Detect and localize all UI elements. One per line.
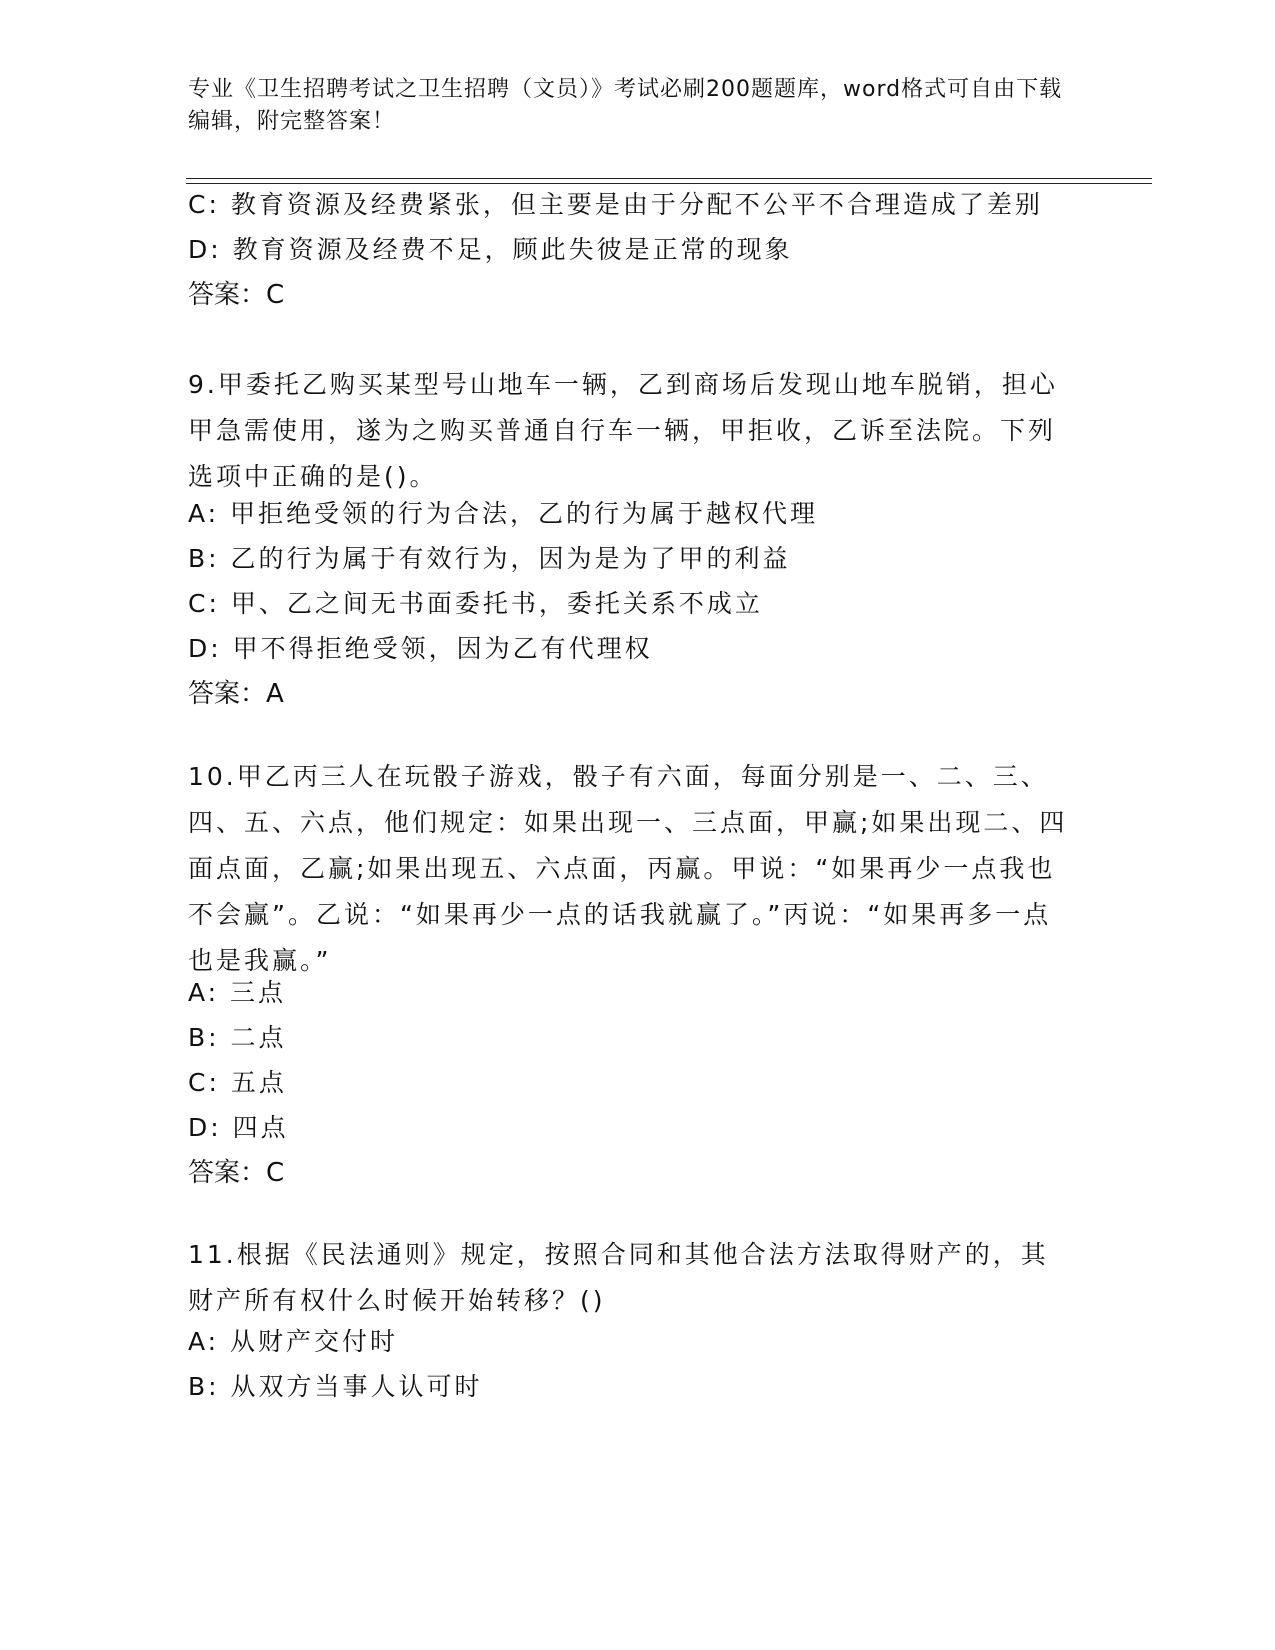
q9-option-d: D: 甲不得拒绝受领，因为乙有代理权 <box>188 634 653 663</box>
q10-answer: 答案：C <box>188 1158 285 1188</box>
page-header-title: 专业《卫生招聘考试之卫生招聘（文员）》考试必刷200题题库，word格式可自由下载编辑，附完整答案！ <box>188 77 1063 134</box>
q8-answer: 答案：C <box>188 280 285 310</box>
q11-option-b: B: 从双方当事人认可时 <box>188 1372 483 1401</box>
q9-stem: 9.甲委托乙购买某型号山地车一辆，乙到商场后发现山地车脱销，担心甲急需使用，遂为之购买普通自行车一辆，甲拒收，乙诉至法院。下列选项中正确的是()。 <box>188 370 1058 491</box>
q11-stem: 11.根据《民法通则》规定，按照合同和其他合法方法取得财产的，其财产所有权什么时候开始转移？() <box>188 1240 1049 1315</box>
q9-option-a: A: 甲拒绝受领的行为合法，乙的行为属于越权代理 <box>188 499 819 528</box>
q10-option-d: D: 四点 <box>188 1113 289 1142</box>
header-divider-bottom <box>186 183 1152 184</box>
q11-option-a: A: 从财产交付时 <box>188 1327 399 1356</box>
q9-answer: 答案：A <box>188 679 284 709</box>
q9-option-c: C: 甲、乙之间无书面委托书，委托关系不成立 <box>188 589 763 618</box>
q9-option-b: B: 乙的行为属于有效行为，因为是为了甲的利益 <box>188 544 791 573</box>
q10-option-a: A: 三点 <box>188 978 287 1007</box>
header-divider-top <box>186 178 1152 179</box>
q10-option-b: B: 二点 <box>188 1023 287 1052</box>
q8-option-c: C: 教育资源及经费紧张，但主要是由于分配不公平不合理造成了差别 <box>188 190 1043 219</box>
q8-option-d: D: 教育资源及经费不足，顾此失彼是正常的现象 <box>188 235 793 264</box>
q10-option-c: C: 五点 <box>188 1068 287 1097</box>
q10-stem: 10.甲乙丙三人在玩骰子游戏，骰子有六面，每面分别是一、二、三、四、五、六点，他们规定：如果出现一、三点面，甲赢;如果出现二、四面点面，乙赢;如果出现五、六点面，丙赢。甲说：“如果再少一点我也不会赢”。乙说：“如果再少一点的话我就赢了。”丙说：“如果再多一点也是我赢。” <box>188 762 1068 975</box>
